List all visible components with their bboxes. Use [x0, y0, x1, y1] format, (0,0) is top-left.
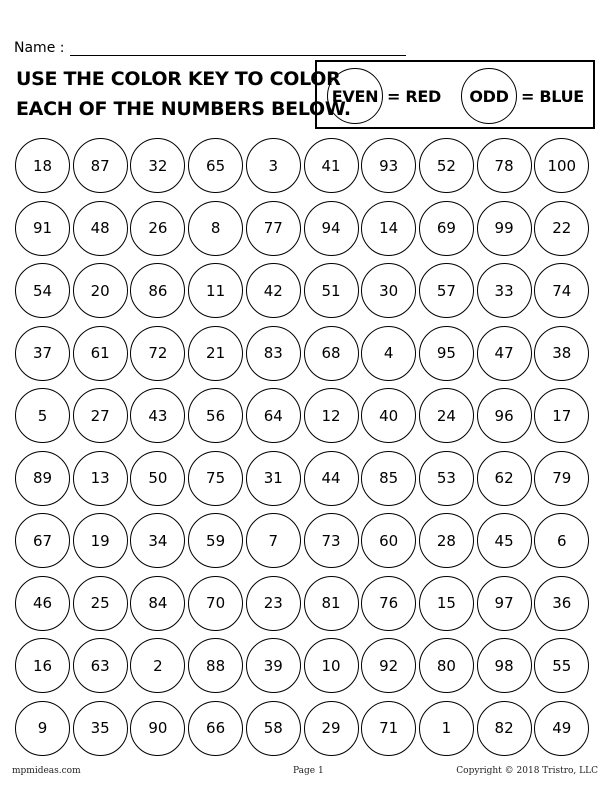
number-circle[interactable]: 46: [15, 576, 70, 631]
number-circle[interactable]: 99: [477, 201, 532, 256]
number-circle[interactable]: 30: [361, 263, 416, 318]
number-circle[interactable]: 85: [361, 451, 416, 506]
number-circle[interactable]: 63: [73, 638, 128, 693]
number-circle[interactable]: 19: [73, 513, 128, 568]
number-circle[interactable]: 71: [361, 701, 416, 756]
number-circle[interactable]: 74: [534, 263, 589, 318]
number-circle[interactable]: 97: [477, 576, 532, 631]
number-circle[interactable]: 20: [73, 263, 128, 318]
number-circle[interactable]: 5: [15, 388, 70, 443]
number-circle[interactable]: 58: [246, 701, 301, 756]
number-circle[interactable]: 42: [246, 263, 301, 318]
number-circle[interactable]: 60: [361, 513, 416, 568]
number-circle[interactable]: 26: [130, 201, 185, 256]
number-circle[interactable]: 8: [188, 201, 243, 256]
instructions: [16, 64, 351, 128]
number-circle[interactable]: 87: [73, 138, 128, 193]
footer-copyright: Copyright © 2018 Tristro, LLC: [456, 766, 598, 776]
number-circle[interactable]: 32: [130, 138, 185, 193]
number-circle[interactable]: 95: [419, 326, 474, 381]
number-circle[interactable]: 70: [188, 576, 243, 631]
even-key-circle: [327, 68, 383, 124]
number-circle[interactable]: 22: [534, 201, 589, 256]
color-key-even: [327, 68, 441, 124]
number-circle[interactable]: 17: [534, 388, 589, 443]
number-circle[interactable]: 37: [15, 326, 70, 381]
number-circle[interactable]: 31: [246, 451, 301, 506]
number-circle[interactable]: 54: [15, 263, 70, 318]
number-circle[interactable]: 92: [361, 638, 416, 693]
number-circle[interactable]: 100: [534, 138, 589, 193]
name-field-row: [14, 36, 406, 56]
number-circle[interactable]: 64: [246, 388, 301, 443]
odd-key-label: ODD: [469, 86, 509, 106]
number-circle[interactable]: 78: [477, 138, 532, 193]
number-circle[interactable]: 13: [73, 451, 128, 506]
color-key-odd: [461, 68, 584, 124]
number-circle[interactable]: 51: [304, 263, 359, 318]
number-circle[interactable]: 2: [130, 638, 185, 693]
number-circle[interactable]: 3: [246, 138, 301, 193]
number-circle[interactable]: 36: [534, 576, 589, 631]
name-write-line[interactable]: [70, 41, 406, 56]
number-circle[interactable]: 90: [130, 701, 185, 756]
number-circle[interactable]: 98: [477, 638, 532, 693]
number-circle[interactable]: 82: [477, 701, 532, 756]
number-circle[interactable]: 68: [304, 326, 359, 381]
number-circle[interactable]: 96: [477, 388, 532, 443]
number-circle[interactable]: 81: [304, 576, 359, 631]
number-circle[interactable]: 65: [188, 138, 243, 193]
number-circle[interactable]: 53: [419, 451, 474, 506]
even-key-label: EVEN: [331, 86, 379, 106]
number-circle[interactable]: 7: [246, 513, 301, 568]
number-circle[interactable]: 18: [15, 138, 70, 193]
number-circle[interactable]: 16: [15, 638, 70, 693]
number-circle[interactable]: 24: [419, 388, 474, 443]
number-circle[interactable]: 89: [15, 451, 70, 506]
number-circle[interactable]: 48: [73, 201, 128, 256]
number-circle[interactable]: 35: [73, 701, 128, 756]
number-circle[interactable]: 94: [304, 201, 359, 256]
number-circle[interactable]: 66: [188, 701, 243, 756]
number-circle[interactable]: 23: [246, 576, 301, 631]
number-circle[interactable]: 25: [73, 576, 128, 631]
number-circle[interactable]: 6: [534, 513, 589, 568]
number-circle[interactable]: 34: [130, 513, 185, 568]
number-circle[interactable]: 80: [419, 638, 474, 693]
number-circle[interactable]: 55: [534, 638, 589, 693]
number-circle[interactable]: 77: [246, 201, 301, 256]
number-circle[interactable]: 33: [477, 263, 532, 318]
number-circle[interactable]: 72: [130, 326, 185, 381]
number-circle[interactable]: 91: [15, 201, 70, 256]
number-circle[interactable]: 57: [419, 263, 474, 318]
number-circle[interactable]: 88: [188, 638, 243, 693]
number-circle[interactable]: 27: [73, 388, 128, 443]
number-circle[interactable]: 76: [361, 576, 416, 631]
number-circle[interactable]: 50: [130, 451, 185, 506]
footer-website: mpmideas.com: [12, 766, 81, 776]
number-circle[interactable]: 56: [188, 388, 243, 443]
number-circle[interactable]: 67: [15, 513, 70, 568]
number-circle[interactable]: 49: [534, 701, 589, 756]
name-label: Name :: [14, 40, 65, 56]
number-circle[interactable]: 47: [477, 326, 532, 381]
number-circle[interactable]: 62: [477, 451, 532, 506]
number-circle[interactable]: 73: [304, 513, 359, 568]
number-circle[interactable]: 21: [188, 326, 243, 381]
number-circle[interactable]: 29: [304, 701, 359, 756]
number-circle[interactable]: 86: [130, 263, 185, 318]
number-circle[interactable]: 39: [246, 638, 301, 693]
number-circle[interactable]: 41: [304, 138, 359, 193]
number-circle[interactable]: 59: [188, 513, 243, 568]
number-circle[interactable]: 15: [419, 576, 474, 631]
number-circle[interactable]: 40: [361, 388, 416, 443]
even-key-text: = RED: [387, 86, 442, 106]
number-circle[interactable]: 52: [419, 138, 474, 193]
number-circle[interactable]: 44: [304, 451, 359, 506]
number-circle[interactable]: 61: [73, 326, 128, 381]
number-circle[interactable]: 69: [419, 201, 474, 256]
footer-page-number: Page 1: [293, 766, 324, 776]
number-circle[interactable]: 84: [130, 576, 185, 631]
number-circle[interactable]: 45: [477, 513, 532, 568]
number-circle[interactable]: 9: [15, 701, 70, 756]
number-circle[interactable]: 79: [534, 451, 589, 506]
number-circle[interactable]: 4: [361, 326, 416, 381]
odd-key-text: = BLUE: [521, 86, 584, 106]
number-circle[interactable]: 1: [419, 701, 474, 756]
number-circle[interactable]: 12: [304, 388, 359, 443]
instructions-line-2: EACH OF THE NUMBERS BELOW.: [16, 98, 351, 120]
number-circle[interactable]: 38: [534, 326, 589, 381]
number-circle-grid: [15, 138, 595, 760]
odd-key-circle: [461, 68, 517, 124]
number-circle[interactable]: 11: [188, 263, 243, 318]
number-circle[interactable]: 10: [304, 638, 359, 693]
number-circle[interactable]: 14: [361, 201, 416, 256]
color-key-box: [315, 60, 595, 129]
instructions-line-1: USE THE COLOR KEY TO COLOR: [16, 68, 341, 90]
number-circle[interactable]: 28: [419, 513, 474, 568]
number-circle[interactable]: 43: [130, 388, 185, 443]
number-circle[interactable]: 93: [361, 138, 416, 193]
number-circle[interactable]: 83: [246, 326, 301, 381]
number-circle[interactable]: 75: [188, 451, 243, 506]
